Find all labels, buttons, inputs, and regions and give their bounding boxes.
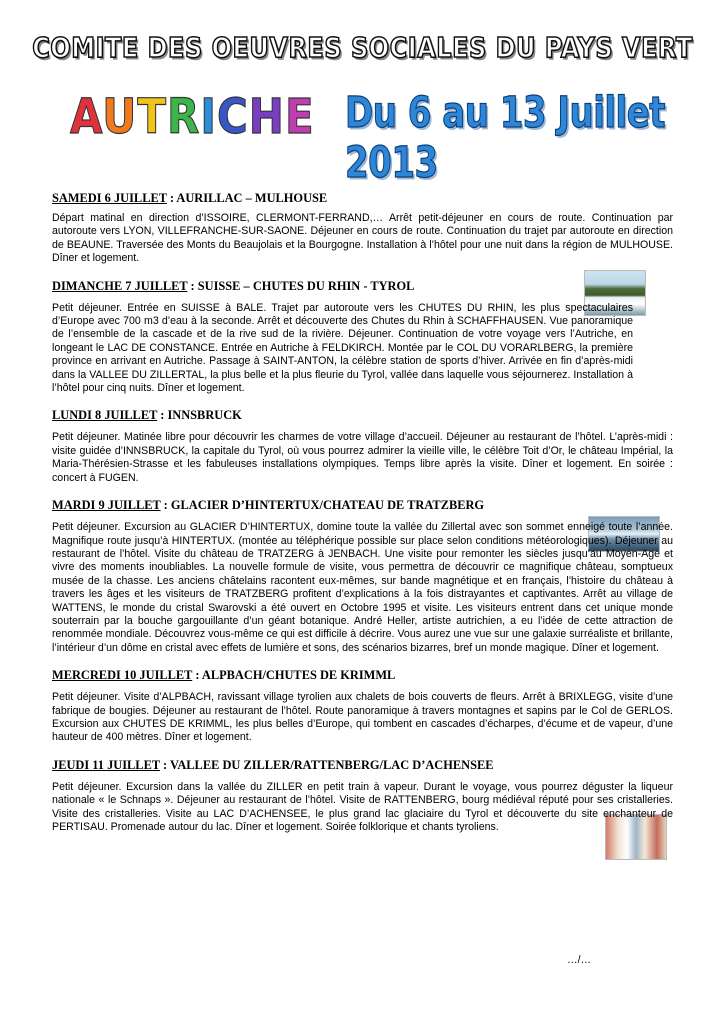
- day-section: [52, 407, 673, 485]
- day-description: Petit déjeuner. Excursion au GLACIER D’HINTERTUX, domine toute la vallée du Zillertal avec son sommet enneigé toute l’année. Magnifique route jusqu’à HINTERTUX. (montée au téléphérique possible sur place selon conditions météorologiques). Déjeuner au restaurant de l’hôtel. Visite du château de TRATZERG à JENBACH. Une visite pour remonter les siècles jusqu’au Moyen-Age et vivre des moments inoubliables. La nouvelle formule de visite, vous permettra de découvrir ce magnifique château, somptueux musée de la chasse. Les anciens châtelains racontent eux-mêmes, sur bande magnétique et en français, l’histoire du château à travers les âges et les visiteurs de TRATZBERG profitent d’explications à la fois distrayantes et captivantes. Arrêt au village de WATTENS, le monde du cristal Swarovski a été ouvert en Octobre 1995 et visite. Les visiteurs entrent dans cet unique monde souterrain par la bouche gargouillante d’un géant botanique. André Heller, artiste autrichien, a eu l’idée de cette attraction de renommée mondiale. Découvrez vous-même ce qui est difficile à décrire. Vous aurez une vue sur une galaxie surréaliste et brillante, l’intérieur d’un dôme en cristal avec effets de lumière et sons, des scénarios bizarres, bref un monde magique. Dîner et logement.: [52, 521, 673, 654]
- destination-letter: I: [200, 88, 217, 145]
- day-section: [52, 278, 673, 396]
- destination-letter: U: [102, 88, 138, 145]
- day-separator: :: [157, 408, 168, 423]
- day-heading: [52, 407, 673, 423]
- day-separator: :: [160, 498, 171, 513]
- day-heading: [52, 278, 673, 294]
- day-heading: [52, 497, 673, 513]
- day-date: MARDI 9 JUILLET: [52, 498, 161, 513]
- day-date: LUNDI 8 JUILLET: [52, 408, 158, 423]
- destination-title: [70, 88, 315, 144]
- day-heading: [52, 190, 673, 206]
- day-title: AURILLAC – MULHOUSE: [176, 191, 328, 205]
- day-title: ALPBACH/CHUTES DE KRIMML: [201, 668, 396, 683]
- day-separator: :: [192, 668, 202, 683]
- itinerary: [52, 190, 673, 834]
- day-title: SUISSE – CHUTES DU RHIN - TYROL: [197, 278, 415, 293]
- day-date: JEUDI 11 JUILLET: [52, 757, 160, 772]
- destination-letter: H: [248, 88, 285, 145]
- day-title: VALLEE DU ZILLER/RATTENBERG/LAC D’ACHENSEE: [170, 757, 494, 772]
- day-separator: :: [159, 757, 170, 772]
- day-description: Petit déjeuner. Entrée en SUISSE à BALE. Trajet par autoroute vers les CHUTES DU RHIN, les plus spectaculaires d’Europe avec 700 m3 d’eau à la seconde. Arrêt et découverte des Chutes du Rhin à SCHAFFHAUSEN. Vue panoramique de l’ensemble de la cascade et de la rive sud de la rivière. Déjeuner. Continuation de votre voyage vers l’Autriche, en longeant le LAC DE CONSTANCE. Entrée en Autriche à FELDKIRCH. Montée par le COL DU VORARLBERG, la première province en arrivant en Autriche. Passage à SAINT-ANTON, la célèbre station de sports d’hiver. Arrivée en fin d’après-midi dans la VALLEE DU ZILLERTAL, la plus belle et la plus fleurie du Tyrol, vallée dans laquelle vous séjournerez. Installation à l’hôtel pour cinq nuits. Dîner et logement.: [52, 301, 633, 395]
- day-section: [52, 757, 673, 835]
- day-heading: [52, 667, 673, 683]
- continuation-mark: …/…: [567, 954, 592, 966]
- day-section: [52, 190, 673, 266]
- destination-letter: R: [166, 88, 201, 145]
- day-description: Petit déjeuner. Visite d’ALPBACH, ravissant village tyrolien aux chalets de bois couverts de fleurs. Arrêt à BRIXLEGG, visite d’une fabrique de bougies. Déjeuner au restaurant de l’hôtel. Route panoramique à travers montagnes et sapins par le Col de GERLOS. Excursion aux CHUTES DE KRIMML, les plus belles d’Europe, qui tombent en cascades d’écharpes, d’écume et de vapeur, d’une hauteur de 400 mètres. Dîner et logement.: [52, 691, 673, 744]
- day-section: [52, 497, 673, 655]
- organization-title: COMITE DES OEUVRES SOCIALES DU PAYS VERT: [32, 31, 693, 65]
- destination-letter: C: [216, 88, 249, 145]
- day-date: MERCREDI 10 JUILLET: [52, 668, 193, 683]
- destination-letter: E: [284, 88, 315, 145]
- day-title: INNSBRUCK: [167, 408, 242, 423]
- day-date: SAMEDI 6 JUILLET: [52, 191, 167, 205]
- day-description: Départ matinal en direction d’ISSOIRE, CLERMONT-FERRAND,… Arrêt petit-déjeuner en cours de route. Continuation par autoroute vers LYON, VILLEFRANCHE-SUR-SAONE. Déjeuner en cours de route. Continuation du trajet par autoroute en direction de BEAUNE. Traversée des Monts du Beaujolais et la Bourgogne. Installation à l’hôtel pour une nuit dans la région de MULHOUSE. Dîner et logement.: [52, 212, 673, 265]
- day-separator: :: [187, 278, 198, 293]
- day-section: [52, 667, 673, 745]
- destination-letter: T: [137, 88, 167, 145]
- day-description: Petit déjeuner. Excursion dans la vallée du ZILLER en petit train à vapeur. Durant le voyage, vous pourrez déguster la liqueur nationale « le Schnaps ». Déjeuner au restaurant de l’hôtel. Visite de RATTENBERG, bourg médiéval réputé pour ses cristalleries. Visite des cristalleries. Visite au LAC D’ACHENSEE, le plus grand lac glaciaire du Tyrol et découverte du site enchanteur de PERTISAU. Promenade autour du lac. Dîner et logement. Soirée folklorique et chants tyroliens.: [52, 780, 673, 833]
- destination-letter: A: [70, 88, 103, 145]
- day-title: GLACIER D’HINTERTUX/CHATEAU DE TRATZBERG: [170, 498, 485, 513]
- day-date: DIMANCHE 7 JUILLET: [52, 278, 188, 293]
- trip-dates: Du 6 au 13 Juillet 2013: [345, 88, 666, 188]
- day-description: Petit déjeuner. Matinée libre pour découvrir les charmes de votre village d’accueil. Déjeuner au restaurant de l’hôtel. L’après-midi : visite guidée d’INNSBRUCK, la capitale du Tyrol, où vous pourrez admirer la vieille ville, le célèbre Toit d’Or, le château Impérial, la Maria-Thérésien-Strasse et les fabuleuses installations olympiques. Temps libre après la visite. Dîner et logement. En soirée : concert à FUGEN.: [52, 431, 673, 484]
- day-heading: [52, 757, 673, 773]
- day-separator: :: [166, 191, 177, 205]
